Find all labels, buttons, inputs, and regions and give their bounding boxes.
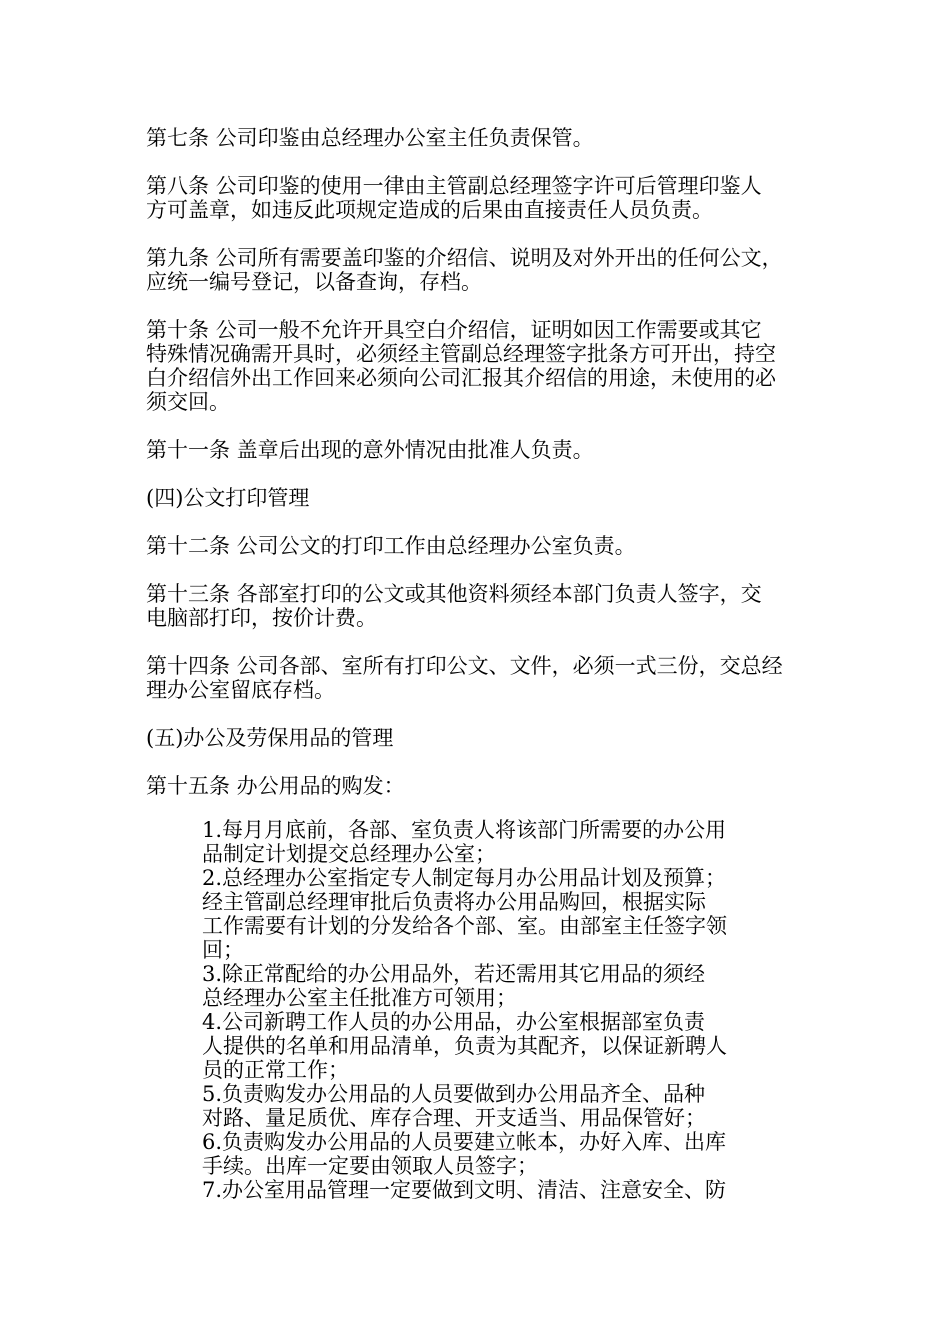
- text-line: 第十二条 公司公文的打印工作由总经理办公室负责。: [146, 534, 636, 558]
- text-line: 应统一编号登记，以备查询，存档。: [146, 270, 482, 294]
- text-line: 第十条 公司一般不允许开具空白介绍信，证明如因工作需要或其它: [146, 318, 762, 342]
- supplies-list: [202, 818, 762, 1202]
- text-line: 第八条 公司印鉴的使用一律由主管副总经理签字许可后管理印鉴人: [146, 174, 762, 198]
- article-15: [146, 774, 811, 798]
- list-item: 员的正常工作；: [202, 1058, 349, 1082]
- text-line: 特殊情况确需开具时，必须经主管副总经理签字批条方可开出，持空: [146, 342, 776, 366]
- list-item: 7.办公室用品管理一定要做到文明、清洁、注意安全、防: [202, 1178, 727, 1202]
- text-line: 电脑部打印，按价计费。: [146, 606, 377, 630]
- text-line: 第九条 公司所有需要盖印鉴的介绍信、说明及对外开出的任何公文，: [146, 246, 783, 270]
- text-line: 白介绍信外出工作回来必须向公司汇报其介绍信的用途，未使用的必: [146, 366, 776, 390]
- text-line: 第十五条 办公用品的购发：: [146, 774, 405, 798]
- list-item: 5.负责购发办公用品的人员要做到办公用品齐全、品种: [202, 1082, 706, 1106]
- section-heading-5: [146, 726, 811, 750]
- article-13: [146, 582, 811, 630]
- text-line: 第七条 公司印鉴由总经理办公室主任负责保管。: [146, 126, 594, 150]
- text-line: (四)公文打印管理: [146, 486, 310, 510]
- text-line: 第十四条 公司各部、室所有打印公文、文件，必须一式三份，交总经: [146, 654, 783, 678]
- list-item: 经主管副总经理审批后负责将办公用品购回，根据实际: [202, 890, 706, 914]
- text-line: 须交回。: [146, 390, 230, 414]
- list-item: 6.负责购发办公用品的人员要建立帐本，办好入库、出库: [202, 1130, 727, 1154]
- list-item: 手续。出库一定要由领取人员签字；: [202, 1154, 538, 1178]
- section-heading-4: [146, 486, 811, 510]
- list-item: 对路、量足质优、库存合理、开支适当、用品保管好；: [202, 1106, 706, 1130]
- list-item: 品制定计划提交总经理办公室；: [202, 842, 496, 866]
- list-item: 2.总经理办公室指定专人制定每月办公用品计划及预算；: [202, 866, 727, 890]
- text-line: 方可盖章，如违反此项规定造成的后果由直接责任人员负责。: [146, 198, 713, 222]
- article-12: [146, 534, 811, 558]
- list-item: 人提供的名单和用品清单，负责为其配齐，以保证新聘人: [202, 1034, 727, 1058]
- article-14: [146, 654, 811, 702]
- list-item: 工作需要有计划的分发给各个部、室。由部室主任签字领: [202, 914, 727, 938]
- article-7: [146, 126, 811, 150]
- list-item: 3.除正常配给的办公用品外，若还需用其它用品的须经: [202, 962, 706, 986]
- text-line: (五)办公及劳保用品的管理: [146, 726, 394, 750]
- text-line: 第十一条 盖章后出现的意外情况由批准人负责。: [146, 438, 594, 462]
- list-item: 回；: [202, 938, 244, 962]
- list-item: 4.公司新聘工作人员的办公用品，办公室根据部室负责: [202, 1010, 706, 1034]
- article-10: [146, 318, 811, 414]
- article-11: [146, 438, 811, 462]
- list-item: 1.每月月底前，各部、室负责人将该部门所需要的办公用: [202, 818, 727, 842]
- text-line: 第十三条 各部室打印的公文或其他资料须经本部门负责人签字，交: [146, 582, 762, 606]
- list-item: 总经理办公室主任批准方可领用；: [202, 986, 517, 1010]
- article-8: [146, 174, 811, 222]
- article-9: [146, 246, 811, 294]
- text-line: 理办公室留底存档。: [146, 678, 335, 702]
